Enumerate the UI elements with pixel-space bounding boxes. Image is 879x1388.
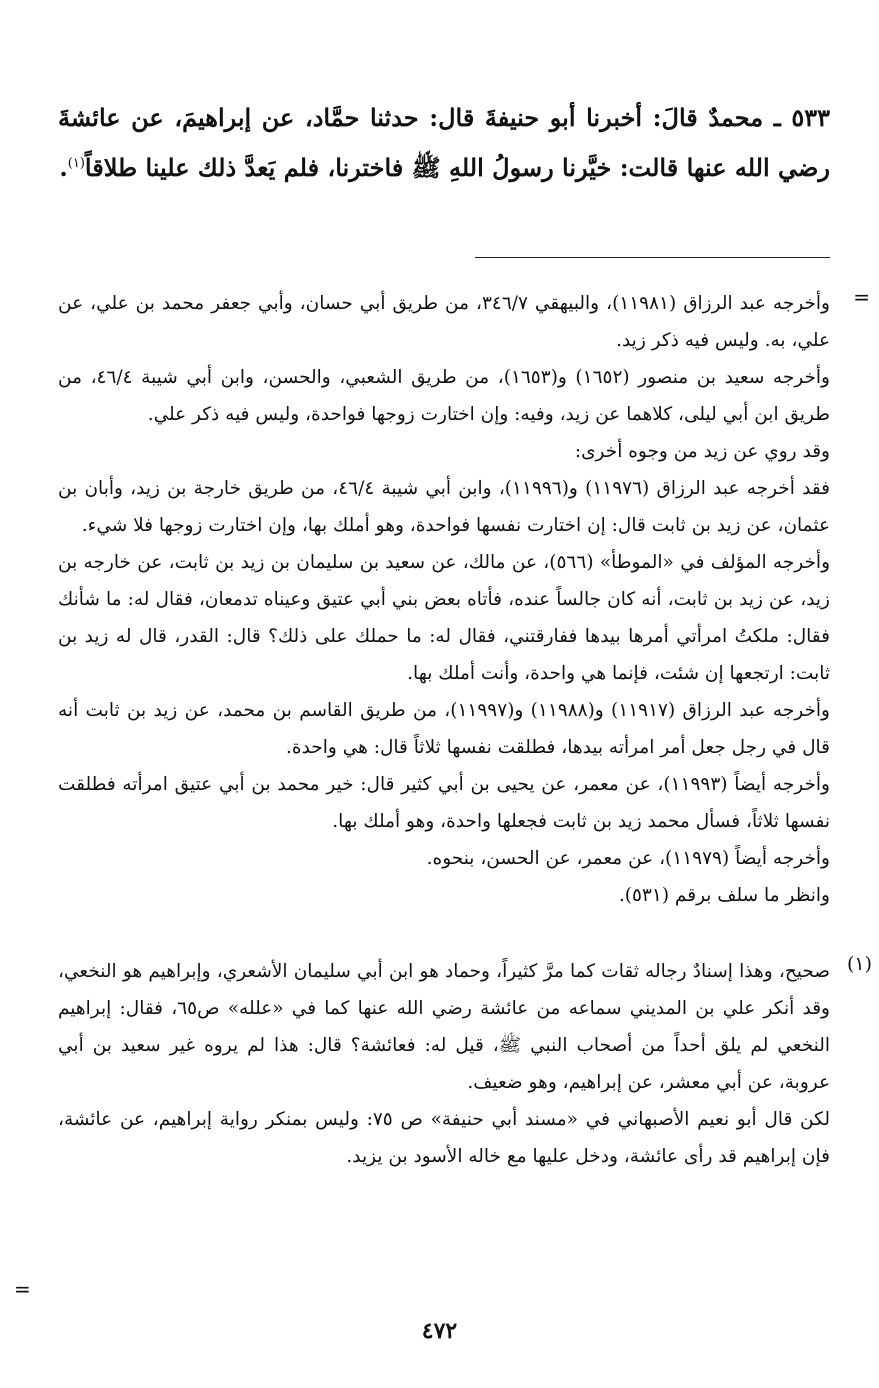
page-number: ٤٧٢ [421,1318,458,1344]
note-paragraph: وأخرجه أيضاً (١١٩٩٣)، عن معمر، عن يحيى بن أبي كثير قال: خير محمد بن أبي عتيق امرأته فطلقت نفسها ثلاثاً، فسأل محمد زيد بن ثابت فجعلها واحدة، وهو أملك بها. [58,774,830,832]
end-continuation-marker: = [14,1277,31,1301]
note-paragraph: وأخرجه عبد الرزاق (١١٩١٧) و(١١٩٨٨) و(١١٩٩٧)، من طريق القاسم بن محمد، عن زيد بن ثابت أنه قال في رجل جعل أمر امرأته بيدها، فطلقت نفسها ثلاثاً قال: هي واحدة. [58,700,830,758]
footnote-separator-rule [475,257,830,258]
hadith-body: محمدٌ قالَ: أخبرنا أبو حنيفةَ قال: حدثنا حمَّاد، عن إبراهيمَ، عن عائشةَ رضي الله عنها قالت: خيَّرنا رسولُ اللهِ ﷺ فاخترنا، فلم يَعدَّ ذلك علينا طلاقاً [58,103,830,182]
footnote-1 [58,953,872,1175]
footnote-reference[interactable]: (١) [67,156,85,171]
note-paragraph: وقد روي عن زيد من وجوه أخرى: [574,441,830,462]
note-paragraph: وانظر ما سلف برقم (٥٣١). [618,885,830,906]
hadith-end: . [59,153,68,182]
page-content [58,95,872,1167]
continued-notes [58,285,870,914]
note-paragraph: وأخرجه سعيد بن منصور (١٦٥٢) و(١٦٥٣)، من طريق الشعبي، والحسن، وابن أبي شيبة ٤٦/٤، من طريق ابن أبي ليلى، كلاهما عن زيد، وفيه: وإن اختارت زوجها فواحدة، وليس فيه ذكر علي. [58,367,830,425]
continuation-marker: = [853,285,870,309]
note-paragraph: فقد أخرجه عبد الرزاق (١١٩٧٦) و(١١٩٩٦)، وابن أبي شيبة ٤٦/٤، من طريق خارجة بن زيد، وأبان بن عثمان، عن زيد بن ثابت قال: إن اختارت نفسها فواحدة، وهو أملك بها، وإن اختارت زوجها فلا شيء. [58,478,831,536]
footnote-label: (١) [846,953,872,975]
footnote-paragraph: لكن قال أبو نعيم الأصبهاني في «مسند أبي حنيفة» ص ٧٥: وليس بمنكر رواية إبراهيم، عن عائشة، فإن إبراهيم قد رأى عائشة، ودخل عليها مع خاله الأسود بن يزيد. [58,1109,830,1167]
note-paragraph: وأخرجه عبد الرزاق (١١٩٨١)، والبيهقي ٣٤٦/٧، من طريق أبي حسان، وأبي جعفر محمد بن علي، عن علي، به. وليس فيه ذكر زيد. [58,293,830,351]
footnote-paragraph: صحيح، وهذا إسنادٌ رجاله ثقات كما مرَّ كثيراً، وحماد هو ابن أبي سليمان الأشعري، وإبراهيم هو النخعي، وقد أنكر علي بن المديني سماعه من عائشة رضي الله عنها كما في «علله» ص٦٥، فقال: إبراهيم النخعي لم يلق أحداً من أصحاب النبي ﷺ، قيل له: فعائشة؟ قال: هذا لم يروه غير سعيد بن أبي عروبة، عن أبي معشر، عن إبراهيم، وهو ضعيف. [58,961,830,1093]
hadith-number: ٥٣٣ ـ [773,103,830,132]
note-paragraph: وأخرجه المؤلف في «الموطأ» (٥٦٦)، عن مالك، عن سعيد بن سليمان بن زيد بن ثابت، عن خارجه بن زيد، عن زيد بن ثابت، أنه كان جالساً عنده، فأتاه بعض بني أبي عتيق وعيناه تدمعان، فقال له: ما شأنك فقال: ملكتُ امرأتي أمرها بيدها ففارقتني، فقال له: ما حملك على ذلك؟ قال: القدر، قال له زيد بن ثابت: ارتجعها إن شئت، فإنما هي واحدة، وأنت أملك بها. [58,552,830,684]
note-paragraph: وأخرجه أيضاً (١١٩٧٩)، عن معمر، عن الحسن، بنحوه. [426,848,830,869]
hadith-text [58,95,830,191]
